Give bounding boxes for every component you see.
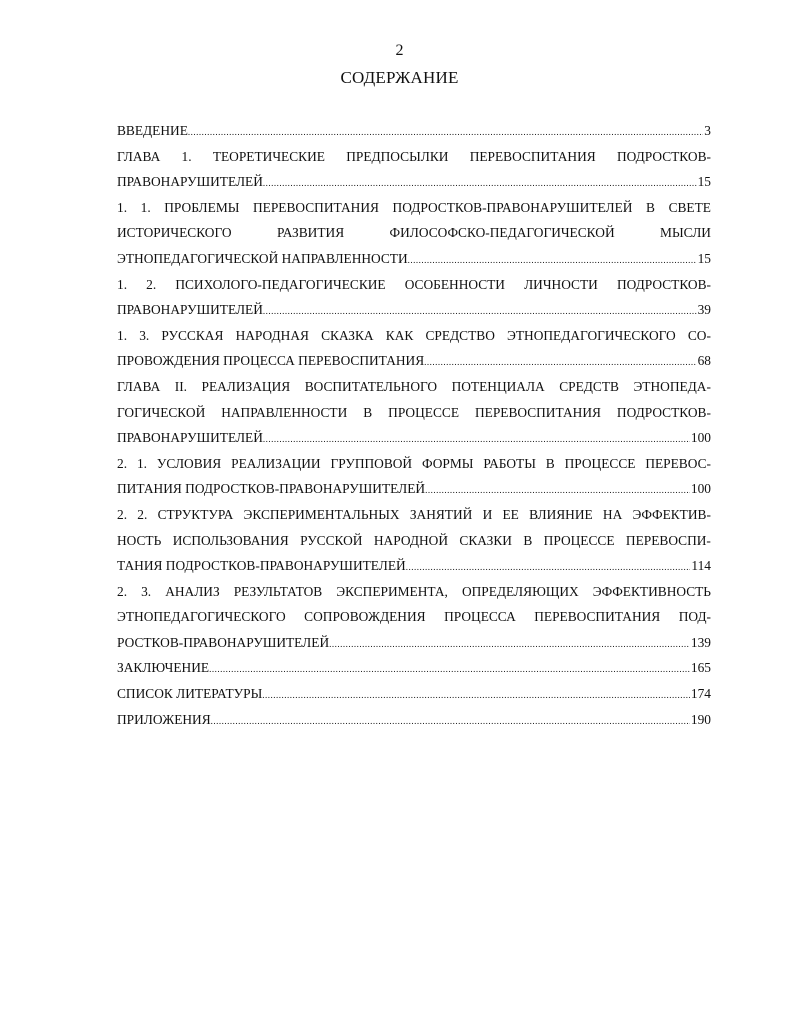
toc-word: 2. bbox=[117, 506, 128, 522]
toc-page-number: 100 bbox=[690, 481, 711, 497]
toc-page-number: 114 bbox=[691, 558, 711, 574]
toc-word: ПЕРЕВОСПИТАНИЯ bbox=[252, 199, 379, 215]
toc-page-number: 15 bbox=[697, 174, 711, 190]
toc-word: ЭФФЕКТИВНОСТЬ bbox=[592, 583, 711, 599]
toc-word: В bbox=[363, 404, 373, 420]
toc-word: ПЕРЕВОС- bbox=[645, 455, 711, 471]
toc-page-number: 174 bbox=[690, 686, 711, 702]
toc-word: ИСПОЛЬЗОВАНИЯ bbox=[172, 532, 289, 548]
toc-entry-chapter-2-line-1[interactable] bbox=[117, 374, 711, 400]
toc-entry-chapter-1-line-1[interactable] bbox=[117, 144, 711, 170]
toc-entry-1-3-line-1[interactable] bbox=[117, 323, 711, 349]
toc-word: СРЕДСТВ bbox=[559, 378, 619, 394]
toc-leader-dots bbox=[424, 350, 696, 376]
toc-word: МЫСЛИ bbox=[660, 225, 711, 241]
toc-word: 3. bbox=[139, 327, 150, 343]
toc-entry-1-1-line-1[interactable] bbox=[117, 195, 711, 221]
toc-word: ПОДРОСТКОВ- bbox=[616, 276, 711, 292]
toc-entry-references[interactable] bbox=[117, 681, 711, 707]
toc-entry-text: РОСТКОВ-ПРАВОНАРУШИТЕЛЕЙ bbox=[117, 634, 330, 650]
toc-page-number: 68 bbox=[697, 353, 711, 369]
toc-word: В bbox=[646, 199, 655, 215]
toc-word: СРЕДСТВО bbox=[425, 327, 495, 343]
toc-entry-appendix[interactable] bbox=[117, 707, 711, 733]
toc-word: СО- bbox=[687, 327, 711, 343]
toc-entry-text: ВВЕДЕНИЕ bbox=[117, 123, 188, 138]
toc-word: СКАЗКА bbox=[321, 327, 374, 343]
toc-word: 2. bbox=[146, 276, 157, 292]
toc-word: РАЗВИТИЯ bbox=[276, 225, 345, 241]
toc-word: ПРОЦЕССЕ bbox=[564, 455, 636, 471]
toc-entry-text: СПИСОК ЛИТЕРАТУРЫ bbox=[117, 686, 263, 702]
toc-leader-dots bbox=[188, 120, 703, 146]
toc-entry-1-2-line-1[interactable] bbox=[117, 272, 711, 298]
toc-word: РУССКОЙ bbox=[300, 532, 363, 548]
toc-word: СОПРОВОЖДЕНИЯ bbox=[304, 609, 426, 625]
toc-entry-1-2-line-2[interactable] bbox=[117, 297, 711, 323]
toc-word: ПОД- bbox=[678, 609, 711, 625]
toc-word: ПЕРЕВОСПИТАНИЯ bbox=[474, 404, 601, 420]
page-number: 2 bbox=[395, 42, 404, 59]
toc-leader-dots bbox=[211, 709, 690, 735]
toc-word: 1. bbox=[181, 148, 192, 164]
toc-word: ЭКСПЕРИМЕНТА, bbox=[336, 583, 448, 599]
toc-word: АНАЛИЗ bbox=[165, 583, 220, 599]
toc-word: II. bbox=[174, 378, 188, 394]
toc-word: 1. bbox=[117, 276, 128, 292]
toc-page-number: 139 bbox=[690, 634, 711, 650]
toc-leader-dots bbox=[263, 427, 690, 453]
toc-entry-text: ПИТАНИЯ ПОДРОСТКОВ-ПРАВОНАРУШИТЕЛЕЙ bbox=[117, 481, 426, 497]
toc-word: СТРУКТУРА bbox=[157, 506, 234, 522]
toc-entry-conclusion[interactable] bbox=[117, 655, 711, 681]
toc-word: ПРОБЛЕМЫ bbox=[164, 199, 240, 215]
toc-word: НАРОДНОЙ bbox=[373, 532, 448, 548]
toc-word: ЛИЧНОСТИ bbox=[524, 276, 598, 292]
toc-word: ФОРМЫ bbox=[422, 455, 474, 471]
toc-word: 2. bbox=[117, 455, 128, 471]
toc-word: 2. bbox=[137, 506, 148, 522]
toc-word: НОСТЬ bbox=[117, 532, 162, 548]
toc-word: ЭТНОПЕДАГОГИЧЕСКОГО bbox=[117, 609, 286, 625]
toc-word: В bbox=[545, 455, 555, 471]
toc-word: НАРОДНАЯ bbox=[235, 327, 309, 343]
toc-word: ПОДРОСТКОВ- bbox=[616, 404, 711, 420]
toc-leader-dots bbox=[209, 657, 690, 683]
toc-word: РЕАЛИЗАЦИИ bbox=[231, 455, 321, 471]
toc-word: НА bbox=[602, 506, 623, 522]
toc-word: ГЛАВА bbox=[117, 148, 161, 164]
toc-entry-2-2-line-3[interactable] bbox=[117, 553, 711, 579]
toc-entry-2-1-line-2[interactable] bbox=[117, 476, 711, 502]
toc-word: ОСОБЕННОСТИ bbox=[404, 276, 505, 292]
toc-leader-dots bbox=[263, 299, 697, 325]
toc-entry-text: ПРАВОНАРУШИТЕЛЕЙ bbox=[117, 302, 263, 318]
toc-word: В bbox=[523, 532, 533, 548]
toc-leader-dots bbox=[425, 478, 690, 504]
toc-word: КАК bbox=[385, 327, 414, 343]
toc-entry-1-1-line-2[interactable] bbox=[117, 220, 711, 246]
toc-word: ПРЕДПОСЫЛКИ bbox=[346, 148, 449, 164]
toc-word: ОПРЕДЕЛЯЮЩИХ bbox=[461, 583, 579, 599]
toc-word: РЕАЛИЗАЦИЯ bbox=[201, 378, 291, 394]
toc-entry-2-3-line-1[interactable] bbox=[117, 579, 711, 605]
toc-word: СВЕТЕ bbox=[668, 199, 711, 215]
toc-word: ПСИХОЛОГО-ПЕДАГОГИЧЕСКИЕ bbox=[175, 276, 386, 292]
toc-word: И bbox=[482, 506, 493, 522]
toc-word: 2. bbox=[117, 583, 128, 599]
toc-word: ПЕРЕВОСПИТАНИЯ bbox=[534, 609, 661, 625]
toc-entry-2-3-line-3[interactable] bbox=[117, 630, 711, 656]
toc-word: ТЕОРЕТИЧЕСКИЕ bbox=[212, 148, 325, 164]
toc-word: 1. bbox=[140, 199, 151, 215]
toc-word: 1. bbox=[117, 199, 128, 215]
toc-leader-dots bbox=[262, 683, 690, 709]
toc-page-number: 190 bbox=[690, 711, 711, 727]
toc-entry-text: ПРАВОНАРУШИТЕЛЕЙ bbox=[117, 430, 263, 446]
toc-word: 3. bbox=[141, 583, 152, 599]
toc-page-number: 15 bbox=[697, 250, 711, 266]
toc-leader-dots bbox=[329, 632, 690, 658]
toc-entry-text: ТАНИЯ ПОДРОСТКОВ-ПРАВОНАРУШИТЕЛЕЙ bbox=[117, 558, 406, 574]
toc-entry-1-1-line-3[interactable] bbox=[117, 246, 711, 272]
toc-entry-text: ЭТНОПЕДАГОГИЧЕСКОЙ НАПРАВЛЕННОСТИ bbox=[117, 250, 408, 266]
toc-leader-dots bbox=[408, 248, 697, 274]
toc-entry-text: ЗАКЛЮЧЕНИЕ bbox=[117, 660, 210, 676]
toc-page-number: 100 bbox=[690, 430, 711, 446]
toc-word: ГОГИЧЕСКОЙ bbox=[117, 404, 206, 420]
toc-word: ЭФФЕКТИВ- bbox=[632, 506, 711, 522]
toc-entry-text: ПРАВОНАРУШИТЕЛЕЙ bbox=[117, 174, 263, 190]
toc-entry-chapter-2-line-3[interactable] bbox=[117, 425, 711, 451]
toc-page-number: 165 bbox=[690, 660, 711, 676]
toc-word: ПЕРЕВОСПИ- bbox=[625, 532, 711, 548]
toc-word: ПОТЕНЦИАЛА bbox=[451, 378, 545, 394]
toc-entry-intro[interactable] bbox=[117, 118, 711, 144]
toc-word: НАПРАВЛЕННОСТИ bbox=[221, 404, 348, 420]
toc-leader-dots bbox=[406, 555, 691, 581]
toc-word: СКАЗКИ bbox=[459, 532, 512, 548]
toc-word: ЭКСПЕРИМЕНТАЛЬНЫХ bbox=[243, 506, 400, 522]
toc-word: ВЛИЯНИЕ bbox=[529, 506, 593, 522]
toc-word: РАБОТЫ bbox=[483, 455, 536, 471]
table-of-contents bbox=[117, 118, 711, 732]
toc-page-number: 39 bbox=[697, 302, 711, 318]
toc-word: 1. bbox=[117, 327, 128, 343]
toc-word: 1. bbox=[136, 455, 147, 471]
toc-word: ПРОЦЕССЕ bbox=[388, 404, 459, 420]
toc-word: ЕЕ bbox=[502, 506, 519, 522]
toc-word: ПОДРОСТКОВ- bbox=[616, 148, 711, 164]
toc-entry-text: ПРОВОЖДЕНИЯ ПРОЦЕССА ПЕРЕВОСПИТАНИЯ bbox=[117, 353, 425, 369]
toc-word: ИСТОРИЧЕСКОГО bbox=[117, 225, 232, 241]
toc-page-number: 3 bbox=[704, 123, 711, 138]
toc-entry-chapter-2-line-2[interactable] bbox=[117, 400, 711, 426]
page-title: СОДЕРЖАНИЕ bbox=[340, 68, 459, 87]
toc-entry-chapter-1-line-2[interactable] bbox=[117, 169, 711, 195]
toc-word: ПРОЦЕССА bbox=[444, 609, 516, 625]
toc-word: РЕЗУЛЬТАТОВ bbox=[233, 583, 323, 599]
toc-word: ЗАНЯТИЙ bbox=[409, 506, 473, 522]
toc-entry-2-2-line-1[interactable] bbox=[117, 502, 711, 528]
toc-word: РУССКАЯ bbox=[161, 327, 224, 343]
toc-word: ЭТНОПЕДАГОГИЧЕСКОГО bbox=[507, 327, 676, 343]
toc-word: УСЛОВИЯ bbox=[156, 455, 222, 471]
toc-word: ПРОЦЕССЕ bbox=[543, 532, 615, 548]
toc-entry-2-2-line-2[interactable] bbox=[117, 528, 711, 554]
toc-word: ПОДРОСТКОВ-ПРАВОНАРУШИТЕЛЕЙ bbox=[392, 199, 633, 215]
toc-word: ПЕРЕВОСПИТАНИЯ bbox=[469, 148, 596, 164]
toc-word: ФИЛОСОФСКО-ПЕДАГОГИЧЕСКОЙ bbox=[389, 225, 615, 241]
toc-entry-text: ПРИЛОЖЕНИЯ bbox=[117, 711, 211, 727]
toc-entry-2-1-line-1[interactable] bbox=[117, 451, 711, 477]
toc-entry-2-3-line-2[interactable] bbox=[117, 604, 711, 630]
toc-word: ЭТНОПЕДА- bbox=[633, 378, 711, 394]
toc-word: ГРУППОВОЙ bbox=[330, 455, 413, 471]
toc-word: ГЛАВА bbox=[117, 378, 161, 394]
toc-entry-1-3-line-2[interactable] bbox=[117, 348, 711, 374]
toc-word: ВОСПИТАТЕЛЬНОГО bbox=[304, 378, 438, 394]
toc-leader-dots bbox=[263, 171, 697, 197]
